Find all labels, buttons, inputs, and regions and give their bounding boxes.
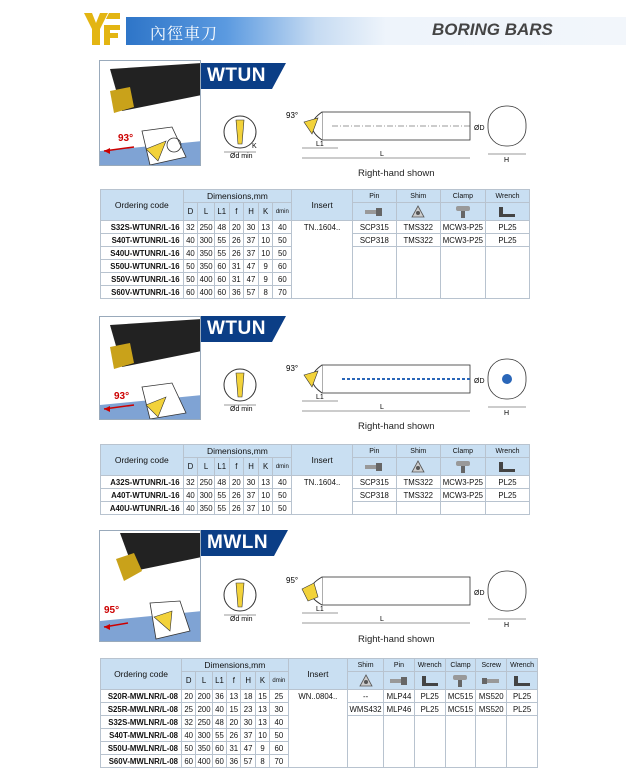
dim-value: 10 — [258, 489, 273, 502]
col-dimensions: Dimensions,mm — [182, 659, 289, 672]
dim-value: 13 — [227, 690, 241, 703]
caption-right-hand-3: Right-hand shown — [358, 634, 435, 645]
part-value: PL25 — [485, 489, 529, 502]
insert-value: TN..1604.. — [292, 221, 353, 299]
dim-value: 350 — [199, 503, 213, 513]
brand-logo — [82, 11, 122, 47]
col-part-pin: Pin — [384, 659, 415, 672]
dim-value: 250 — [197, 717, 211, 727]
dim-value: 20 — [227, 716, 241, 729]
part-value: TMS322 — [396, 489, 440, 502]
ordering-code: S25R-MWLNR/L-08 — [101, 703, 182, 716]
part-value: MCW3-P25 — [440, 489, 485, 502]
dim-value: 20 — [182, 690, 196, 703]
ordering-code: S32S-MWLNR/L-08 — [101, 716, 182, 729]
dim-value: 70 — [273, 286, 292, 299]
part-value: PL25 — [485, 234, 529, 247]
technical-drawing-2 — [212, 345, 542, 455]
dim-value: 300 — [199, 490, 213, 500]
col-dim-l: L — [198, 203, 215, 221]
dim-value: 57 — [241, 755, 255, 768]
col-part-clamp: Clamp — [440, 190, 485, 203]
dim-value: 48 — [212, 716, 226, 729]
col-part-wrench: Wrench — [507, 659, 538, 672]
dim-value: 70 — [270, 755, 288, 768]
col-dimensions: Dimensions,mm — [183, 190, 292, 203]
dim-value: 30 — [244, 221, 259, 234]
dim-value: 13 — [255, 716, 269, 729]
dim-value: 50 — [270, 729, 288, 742]
col-dim-f: f — [229, 203, 244, 221]
part-value: -- — [348, 690, 384, 703]
ordering-code: S32S-WTUNR/L-16 — [101, 221, 184, 234]
wrench-icon — [497, 460, 517, 474]
dim-value: 48 — [214, 221, 229, 234]
dim-value: 55 — [214, 489, 229, 502]
col-dim-d: D — [183, 458, 198, 476]
col-dim-h: H — [244, 458, 259, 476]
shim-icon — [359, 674, 373, 688]
product-photo-wtun-2 — [99, 316, 201, 420]
part-value: SCP315 — [352, 476, 396, 489]
dim-value: 13 — [255, 703, 269, 716]
part-value: PL25 — [485, 221, 529, 234]
svg-text:93°: 93° — [286, 111, 299, 120]
screw-icon — [481, 676, 501, 686]
dim-value: 250 — [199, 222, 213, 232]
ordering-code: S40U-WTUNR/L-16 — [101, 247, 184, 260]
spec-table-wtun-2 — [100, 444, 530, 515]
dim-value: 37 — [241, 729, 255, 742]
col-dim-f: f — [227, 672, 241, 690]
section-title-mwln: MWLN — [201, 530, 274, 556]
col-dim-d: D — [183, 203, 198, 221]
dim-value: 40 — [273, 476, 292, 489]
svg-text:L: L — [380, 151, 384, 158]
dim-value: 60 — [182, 755, 196, 768]
part-value: PL25 — [414, 690, 445, 703]
col-dim-dmin: dmin — [273, 458, 292, 476]
svg-text:K: K — [252, 143, 257, 150]
dim-value: 40 — [183, 247, 198, 260]
insert-value: WN..0804.. — [288, 690, 347, 768]
dim-value: 60 — [212, 742, 226, 755]
ordering-code: S40T-WTUNR/L-16 — [101, 234, 184, 247]
dim-value: 55 — [214, 247, 229, 260]
dim-value: 50 — [273, 234, 292, 247]
dim-value: 26 — [229, 247, 244, 260]
dim-value: 40 — [183, 489, 198, 502]
caption-right-hand-2: Right-hand shown — [358, 421, 435, 432]
caption-right-hand-1: Right-hand shown — [358, 168, 435, 179]
angle-label: 93° — [118, 133, 134, 144]
dim-value: 400 — [199, 274, 213, 284]
dim-value: 30 — [270, 703, 288, 716]
col-dim-h: H — [241, 672, 255, 690]
dim-value: 40 — [183, 234, 198, 247]
technical-drawing-1 — [212, 92, 542, 202]
dim-value: 26 — [229, 502, 244, 515]
svg-text:ØD: ØD — [474, 590, 485, 597]
dim-value: 47 — [244, 273, 259, 286]
dim-value: 23 — [241, 703, 255, 716]
svg-text:H: H — [504, 157, 510, 164]
header-title-cn: 內徑車刀 — [150, 24, 219, 43]
dim-value: 36 — [229, 286, 244, 299]
col-part-screw: Screw — [476, 659, 507, 672]
part-value: MCW3-P25 — [440, 221, 485, 234]
dim-value: 60 — [214, 260, 229, 273]
part-value: MC515 — [445, 703, 476, 716]
table-row — [101, 476, 530, 489]
part-value: TMS322 — [396, 221, 440, 234]
dim-value: 37 — [244, 489, 259, 502]
col-part-wrench: Wrench — [485, 190, 529, 203]
dim-value: 200 — [197, 704, 211, 714]
dim-value: 26 — [227, 729, 241, 742]
table-row — [101, 221, 530, 234]
dim-value: 57 — [244, 286, 259, 299]
dim-value: 50 — [273, 489, 292, 502]
section-title-wtun-2: WTUN — [201, 316, 272, 342]
header-title-en: BORING BARS — [432, 20, 553, 39]
ordering-code: A40U-WTUNR/L-16 — [101, 502, 184, 515]
col-dim-dmin: dmin — [270, 672, 288, 690]
part-value: PL25 — [414, 703, 445, 716]
dim-value: 60 — [212, 755, 226, 768]
dim-value: 37 — [244, 247, 259, 260]
dim-value: 32 — [183, 476, 198, 489]
dim-value: 13 — [258, 221, 273, 234]
dim-value: 37 — [244, 234, 259, 247]
dim-value: 50 — [182, 742, 196, 755]
dim-value: 47 — [244, 260, 259, 273]
part-value: MLP46 — [384, 703, 415, 716]
col-dim-h: H — [244, 203, 259, 221]
col-ordering-code: Ordering code — [101, 659, 182, 690]
spec-table-wtun-1 — [100, 189, 530, 299]
dim-value: 60 — [214, 273, 229, 286]
col-dim-k: K — [258, 203, 273, 221]
svg-text:ØD: ØD — [474, 378, 485, 385]
part-value: MC515 — [445, 690, 476, 703]
svg-text:Ød min: Ød min — [230, 153, 253, 160]
dim-value: 31 — [229, 273, 244, 286]
dim-value: 10 — [258, 502, 273, 515]
dim-value: 250 — [199, 477, 213, 487]
col-dimensions: Dimensions,mm — [183, 445, 292, 458]
svg-text:95°: 95° — [286, 576, 299, 585]
col-dim-k: K — [255, 672, 269, 690]
col-ordering-code: Ordering code — [101, 190, 184, 221]
part-value: MS520 — [476, 690, 507, 703]
dim-value: 55 — [214, 234, 229, 247]
svg-text:L1: L1 — [316, 606, 324, 613]
svg-text:L: L — [380, 616, 384, 623]
insert-value: TN..1604.. — [292, 476, 353, 515]
svg-text:Ød min: Ød min — [230, 616, 253, 623]
dim-value: 31 — [227, 742, 241, 755]
col-part-clamp: Clamp — [440, 445, 485, 458]
dim-value: 47 — [241, 742, 255, 755]
dim-value: 30 — [241, 716, 255, 729]
dim-value: 30 — [244, 476, 259, 489]
col-dim-l1: L1 — [212, 672, 226, 690]
dim-value: 50 — [273, 247, 292, 260]
ordering-code: S50U-WTUNR/L-16 — [101, 260, 184, 273]
ordering-code: S20R-MWLNR/L-08 — [101, 690, 182, 703]
svg-text:H: H — [504, 410, 510, 417]
part-value: SCP318 — [352, 489, 396, 502]
col-dim-l: L — [198, 458, 215, 476]
dim-value: 48 — [214, 476, 229, 489]
dim-value: 10 — [255, 729, 269, 742]
wrench-icon — [512, 674, 532, 688]
dim-value: 40 — [270, 716, 288, 729]
svg-text:L: L — [380, 404, 384, 411]
dim-value: 31 — [229, 260, 244, 273]
ordering-code: S40T-MWLNR/L-08 — [101, 729, 182, 742]
page-header — [0, 0, 628, 56]
part-value: TMS322 — [396, 476, 440, 489]
product-photo-mwln — [99, 530, 201, 642]
part-value: PL25 — [485, 476, 529, 489]
col-part-wrench: Wrench — [485, 445, 529, 458]
pin-icon — [364, 462, 384, 472]
dim-value: 20 — [229, 476, 244, 489]
dim-value: 26 — [229, 489, 244, 502]
section-title-wtun-1: WTUN — [201, 63, 272, 89]
dim-value: 25 — [182, 703, 196, 716]
svg-text:L1: L1 — [316, 141, 324, 148]
svg-text:95°: 95° — [104, 605, 120, 616]
clamp-icon — [454, 205, 472, 219]
dim-value: 18 — [241, 690, 255, 703]
svg-text:93°: 93° — [114, 391, 130, 402]
dim-value: 15 — [255, 690, 269, 703]
clamp-icon — [451, 674, 469, 688]
clamp-icon — [454, 460, 472, 474]
table-row — [101, 690, 538, 703]
dim-value: 200 — [197, 691, 211, 701]
col-part-pin: Pin — [352, 190, 396, 203]
pin-icon — [389, 676, 409, 686]
dim-value: 8 — [258, 286, 273, 299]
col-ordering-code: Ordering code — [101, 445, 184, 476]
dim-value: 60 — [270, 742, 288, 755]
dim-value: 50 — [273, 502, 292, 515]
dim-value: 55 — [212, 729, 226, 742]
shim-icon — [411, 460, 425, 474]
dim-value: 9 — [258, 273, 273, 286]
pin-icon — [364, 207, 384, 217]
ordering-code: A40T-WTUNR/L-16 — [101, 489, 184, 502]
svg-text:Ød min: Ød min — [230, 406, 253, 413]
col-insert: Insert — [288, 659, 347, 690]
part-value: MLP44 — [384, 690, 415, 703]
dim-value: 400 — [197, 756, 211, 766]
part-value: SCP318 — [352, 234, 396, 247]
dim-value: 300 — [199, 235, 213, 245]
col-part-shim: Shim — [396, 190, 440, 203]
dim-value: 60 — [214, 286, 229, 299]
part-value: PL25 — [507, 703, 538, 716]
dim-value: 50 — [183, 260, 198, 273]
part-value: MS520 — [476, 703, 507, 716]
dim-value: 10 — [258, 247, 273, 260]
dim-value: 36 — [212, 690, 226, 703]
dim-value: 55 — [214, 502, 229, 515]
ordering-code: A32S-WTUNR/L-16 — [101, 476, 184, 489]
col-part-pin: Pin — [352, 445, 396, 458]
ordering-code: S60V-MWLNR/L-08 — [101, 755, 182, 768]
svg-text:93°: 93° — [286, 364, 299, 373]
dim-value: 300 — [197, 730, 211, 740]
part-value: MCW3-P25 — [440, 234, 485, 247]
dim-value: 37 — [244, 502, 259, 515]
ordering-code: S50U-MWLNR/L-08 — [101, 742, 182, 755]
col-dim-l1: L1 — [214, 203, 229, 221]
dim-value: 40 — [212, 703, 226, 716]
dim-value: 60 — [273, 273, 292, 286]
part-value: PL25 — [507, 690, 538, 703]
wrench-icon — [420, 674, 440, 688]
col-dim-f: f — [229, 458, 244, 476]
dim-value: 350 — [199, 248, 213, 258]
ordering-code: S50V-WTUNR/L-16 — [101, 273, 184, 286]
product-photo-wtun — [99, 60, 201, 166]
svg-text:H: H — [504, 622, 510, 629]
col-dim-dmin: dmin — [273, 203, 292, 221]
col-insert: Insert — [292, 190, 353, 221]
dim-value: 20 — [229, 221, 244, 234]
dim-value: 350 — [199, 261, 213, 271]
dim-value: 60 — [273, 260, 292, 273]
dim-value: 9 — [258, 260, 273, 273]
dim-value: 32 — [183, 221, 198, 234]
dim-value: 26 — [229, 234, 244, 247]
col-part-shim: Shim — [396, 445, 440, 458]
dim-value: 9 — [255, 742, 269, 755]
dim-value: 60 — [183, 286, 198, 299]
dim-value: 32 — [182, 716, 196, 729]
col-part-clamp: Clamp — [445, 659, 476, 672]
col-dim-d: D — [182, 672, 196, 690]
dim-value: 10 — [258, 234, 273, 247]
dim-value: 40 — [273, 221, 292, 234]
wrench-icon — [497, 205, 517, 219]
dim-value: 15 — [227, 703, 241, 716]
spec-table-mwln — [100, 658, 538, 768]
part-value: MCW3-P25 — [440, 476, 485, 489]
col-insert: Insert — [292, 445, 353, 476]
technical-drawing-3 — [212, 557, 542, 667]
dim-value: 400 — [199, 287, 213, 297]
part-value: TMS322 — [396, 234, 440, 247]
ordering-code: S60V-WTUNR/L-16 — [101, 286, 184, 299]
part-value: SCP315 — [352, 221, 396, 234]
dim-value: 36 — [227, 755, 241, 768]
shim-icon — [411, 205, 425, 219]
dim-value: 8 — [255, 755, 269, 768]
dim-value: 350 — [197, 743, 211, 753]
col-dim-l1: L1 — [214, 458, 229, 476]
dim-value: 25 — [270, 690, 288, 703]
col-dim-l: L — [196, 672, 212, 690]
dim-value: 40 — [182, 729, 196, 742]
col-part-shim: Shim — [348, 659, 384, 672]
svg-text:L1: L1 — [316, 394, 324, 401]
dim-value: 50 — [183, 273, 198, 286]
dim-value: 40 — [183, 502, 198, 515]
part-value: WMS432 — [349, 704, 382, 714]
svg-text:ØD: ØD — [474, 125, 485, 132]
col-dim-k: K — [258, 458, 273, 476]
col-part-wrench: Wrench — [414, 659, 445, 672]
dim-value: 13 — [258, 476, 273, 489]
